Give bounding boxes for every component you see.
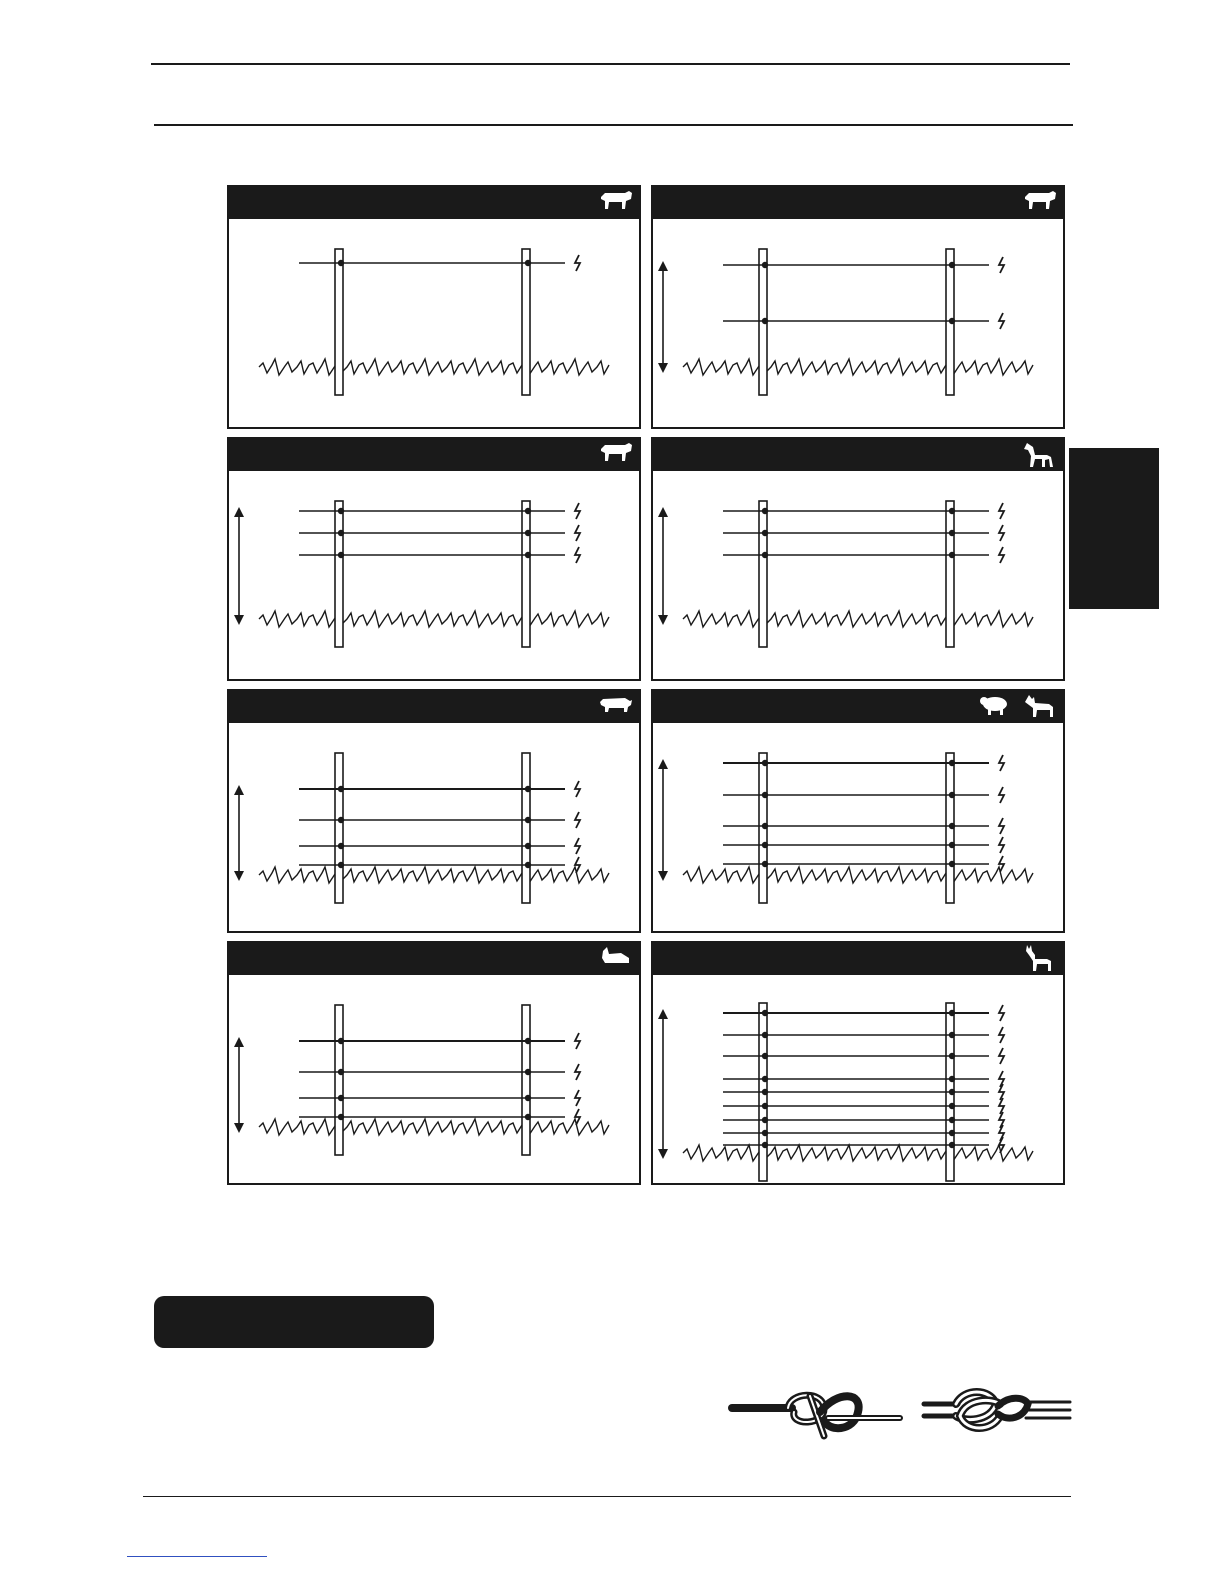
cow-icon [1023, 189, 1057, 215]
insulator [762, 318, 768, 324]
ground-grass [683, 611, 1033, 627]
animal-icons [1023, 189, 1057, 215]
animal-icons [599, 441, 633, 467]
fence-drawing [653, 219, 1063, 429]
insulator [949, 530, 955, 536]
insulator [949, 262, 955, 268]
height-arrow [658, 261, 668, 373]
insulator [949, 1076, 955, 1082]
animal-icons [599, 945, 633, 971]
insulator [949, 760, 955, 766]
height-arrow [658, 759, 668, 881]
lightning-icon [575, 1064, 580, 1080]
insulator [949, 1032, 955, 1038]
insulator [338, 260, 344, 266]
insulator [525, 843, 531, 849]
footer-link[interactable] [127, 1556, 267, 1557]
fence-panel-sheep-goat [651, 689, 1065, 933]
insulator [762, 1142, 768, 1148]
fence-post-left [335, 1005, 343, 1155]
fence-drawing [229, 471, 639, 681]
insulator [338, 530, 344, 536]
insulator [949, 823, 955, 829]
fence-panel-cattle-3 [227, 437, 641, 681]
insulator [949, 1142, 955, 1148]
fence-drawing [653, 723, 1063, 933]
fence-post-right [522, 501, 530, 647]
horse-icon [1023, 441, 1057, 467]
insulator [762, 1053, 768, 1059]
insulator [762, 552, 768, 558]
insulator [949, 842, 955, 848]
header-rule-bottom [154, 124, 1073, 126]
ground-grass [259, 1119, 609, 1135]
insulator [338, 817, 344, 823]
lightning-icon [575, 1033, 580, 1049]
insulator [949, 1103, 955, 1109]
ground-grass [683, 867, 1033, 883]
insulator [525, 1114, 531, 1120]
lightning-icon [575, 503, 580, 519]
insulator [338, 508, 344, 514]
insulator [762, 861, 768, 867]
height-arrow [234, 1037, 244, 1133]
lightning-icon [575, 255, 580, 271]
rabbit-icon [599, 945, 633, 971]
insulator [762, 530, 768, 536]
deer-icon [1023, 945, 1057, 971]
fence-post-left [759, 501, 767, 647]
panel-title-bar [227, 185, 641, 219]
insulator [949, 1130, 955, 1136]
fence-post-right [522, 249, 530, 395]
lightning-icon [999, 313, 1004, 329]
reef-knot-loose-illustration [732, 1395, 900, 1436]
ground-grass [683, 1145, 1033, 1161]
fence-panel-horse [651, 437, 1065, 681]
panel-title-bar [651, 185, 1065, 219]
insulator [525, 1069, 531, 1075]
lightning-icon [999, 503, 1004, 519]
panel-title-bar [227, 437, 641, 471]
lightning-icon [575, 838, 580, 854]
lightning-icon [575, 525, 580, 541]
insulator [762, 792, 768, 798]
height-arrow [658, 1009, 668, 1159]
insulator [338, 786, 344, 792]
insulator [949, 861, 955, 867]
lightning-icon [999, 1098, 1004, 1114]
header-rule-top [151, 63, 1070, 65]
animal-icons [979, 693, 1057, 719]
insulator [949, 792, 955, 798]
insulator [338, 843, 344, 849]
insulator [338, 1114, 344, 1120]
lightning-icon [999, 1027, 1004, 1043]
animal-icons [599, 189, 633, 215]
ground-grass [259, 611, 609, 627]
ground-grass [683, 359, 1033, 375]
insulator [949, 1117, 955, 1123]
lightning-icon [999, 818, 1004, 834]
fence-drawing [229, 975, 639, 1185]
insulator [762, 1103, 768, 1109]
lightning-icon [575, 1090, 580, 1106]
insulator [762, 760, 768, 766]
fence-post-left [335, 249, 343, 395]
insulator [525, 786, 531, 792]
lightning-icon [999, 257, 1004, 273]
insulator [762, 262, 768, 268]
insulator [949, 1089, 955, 1095]
animal-icons [1023, 441, 1057, 467]
lightning-icon [999, 837, 1004, 853]
ground-grass [259, 359, 609, 375]
insulator [762, 1032, 768, 1038]
lightning-icon [999, 1005, 1004, 1021]
panel-title-bar [227, 941, 641, 975]
lightning-icon [999, 1048, 1004, 1064]
section-tab [1069, 448, 1159, 609]
knot-illustrations [728, 1382, 1073, 1452]
pig-icon [599, 693, 633, 719]
insulator [525, 817, 531, 823]
sheep-icon [979, 693, 1013, 719]
height-arrow [234, 785, 244, 881]
fence-drawing [229, 723, 639, 933]
insulator [338, 552, 344, 558]
insulator [525, 530, 531, 536]
cow-icon [599, 189, 633, 215]
footer-rule [143, 1496, 1071, 1497]
insulator [762, 1089, 768, 1095]
lightning-icon [999, 547, 1004, 563]
insulator [949, 508, 955, 514]
panel-title-bar [227, 689, 641, 723]
insulator [762, 508, 768, 514]
insulator [949, 1010, 955, 1016]
insulator [762, 1130, 768, 1136]
insulator [525, 1038, 531, 1044]
panel-title-bar [651, 437, 1065, 471]
insulator [338, 1095, 344, 1101]
insulator [949, 318, 955, 324]
insulator [525, 1095, 531, 1101]
panel-title-bar [651, 689, 1065, 723]
fence-post-left [335, 501, 343, 647]
insulator [338, 1069, 344, 1075]
fence-panel-pig [227, 689, 641, 933]
height-arrow [234, 507, 244, 625]
fence-panel-rabbit [227, 941, 641, 1185]
section-heading-pill [154, 1296, 434, 1348]
insulator [762, 1076, 768, 1082]
insulator [762, 823, 768, 829]
insulator [338, 862, 344, 868]
lightning-icon [575, 547, 580, 563]
panel-title-bar [651, 941, 1065, 975]
lightning-icon [575, 781, 580, 797]
height-arrow [658, 507, 668, 625]
fence-post-right [522, 753, 530, 903]
fence-post-right [946, 501, 954, 647]
insulator [762, 1010, 768, 1016]
fence-drawing [653, 471, 1063, 681]
fence-panel-deer [651, 941, 1065, 1185]
insulator [525, 862, 531, 868]
fence-drawing [653, 975, 1063, 1185]
insulator [762, 842, 768, 848]
insulator [525, 260, 531, 266]
insulator [762, 1117, 768, 1123]
animal-icons [1023, 945, 1057, 971]
fence-post-left [335, 753, 343, 903]
goat-icon [1023, 693, 1057, 719]
fence-panel-cattle-2 [651, 185, 1065, 429]
insulator [949, 1053, 955, 1059]
lightning-icon [999, 787, 1004, 803]
fence-post-right [522, 1005, 530, 1155]
insulator [525, 508, 531, 514]
insulator [525, 552, 531, 558]
fence-drawing [229, 219, 639, 429]
fence-panel-cattle-1 [227, 185, 641, 429]
cow-icon [599, 441, 633, 467]
lightning-icon [999, 525, 1004, 541]
animal-icons [599, 693, 633, 719]
ground-grass [259, 867, 609, 883]
insulator [338, 1038, 344, 1044]
insulator [949, 552, 955, 558]
reef-knot-tight-illustration [924, 1392, 1070, 1428]
lightning-icon [999, 755, 1004, 771]
lightning-icon [575, 812, 580, 828]
